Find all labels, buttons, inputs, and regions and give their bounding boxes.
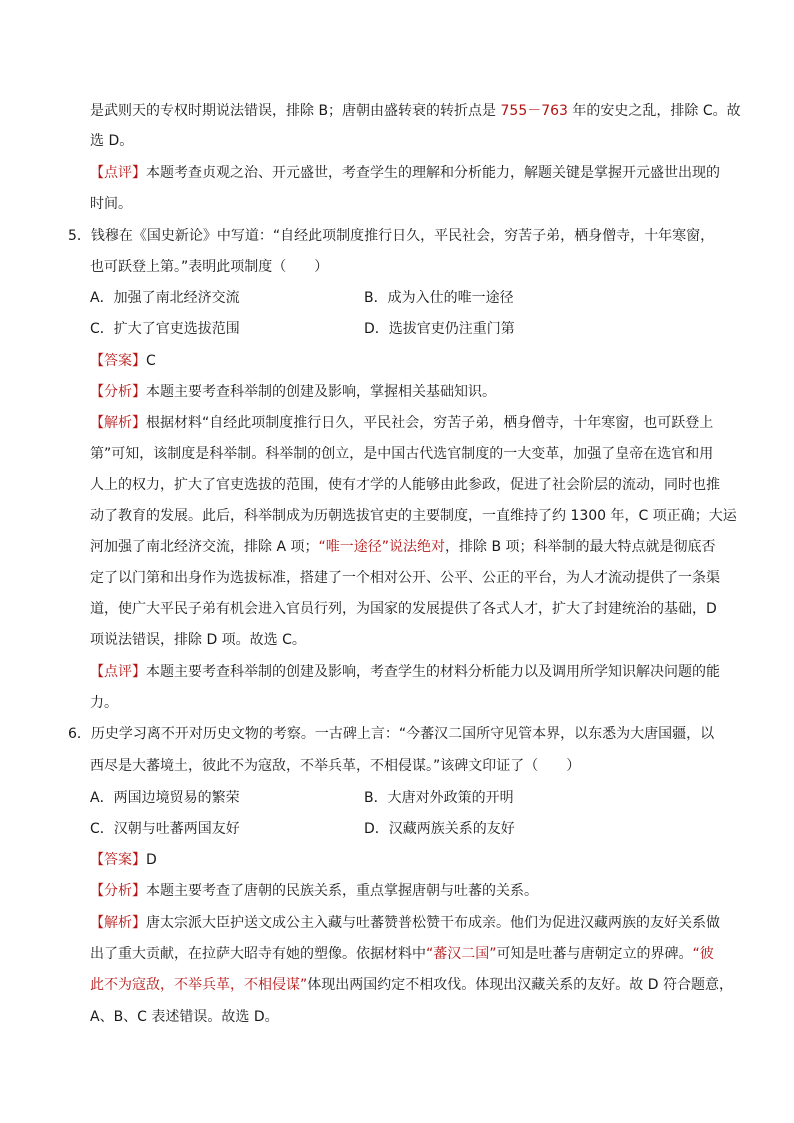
analysis-text: 本题主要考查了唐朝的民族关系，重点掌握唐朝与吐蕃的关系。 xyxy=(146,883,538,899)
explanation-line: 定了以门第和出身作为选拔标准，搭建了一个相对公开、公平、公正的平台，为人才流动提供了一条渠 xyxy=(90,570,720,586)
explanation-line xyxy=(90,413,730,433)
text-segment: 河加强了南北经济交流，排除 A 项； xyxy=(90,539,319,555)
comment-text: 本题主要考查科举制的创建及影响，考查学生的材料分析能力以及调用所学知识解决问题的能 xyxy=(146,664,720,680)
explanation-line xyxy=(90,975,733,995)
highlight-text: 此不为寇敌，不举兵革，不相侵谋” xyxy=(90,977,308,993)
answer-tag: 【答案】 xyxy=(90,852,146,868)
text-segment: 是武则天的专权时期说法错误，排除 B；唐朝由盛转衰的转折点是 xyxy=(90,103,501,119)
question-stem xyxy=(68,226,738,246)
explanation-line xyxy=(90,944,730,964)
question-text: 历史学习离不开对历史文物的考察。一古碑上言：“今蕃汉二国所守见管本界，以东悉为大唐国疆，以 xyxy=(90,726,715,742)
highlight-text: “唯一途径”说法绝对 xyxy=(318,539,445,555)
option-a: A．两国边境贸易的繁荣 xyxy=(90,790,240,806)
analysis-text: 本题主要考查科举制的创建及影响，掌握相关基础知识。 xyxy=(146,384,496,400)
explanation-tag: 【解析】 xyxy=(90,415,146,431)
explanation-line: 第”可知，该制度是科举制。科举制的创立，是中国古代选官制度的一大变革，加强了皇帝在选官和用 xyxy=(90,446,714,462)
option-b: B．成为入仕的唯一途径 xyxy=(364,290,514,306)
answer-tag: 【答案】 xyxy=(90,353,146,369)
text-segment: 年的安史之乱，排除 C。故 xyxy=(567,103,741,119)
option-c: C．扩大了官吏选拔范围 xyxy=(90,321,240,337)
explanation-line xyxy=(90,913,730,933)
option-d: D．选拔官吏仍注重门第 xyxy=(364,321,515,337)
comment-line: 时间。 xyxy=(90,196,132,212)
comment-tag: 【点评】 xyxy=(90,165,146,181)
answer-value: D xyxy=(146,852,157,868)
explanation-line: 选 D。 xyxy=(90,133,134,149)
explanation-line xyxy=(90,101,741,121)
answer-line xyxy=(90,850,730,870)
option-b: B．大唐对外政策的开明 xyxy=(364,790,514,806)
text-segment: ，排除 B 项；科举制的最大特点就是彻底否 xyxy=(445,539,716,555)
option-d: D．汉藏两族关系的友好 xyxy=(364,821,515,837)
comment-text: 本题考查贞观之治、开元盛世，考查学生的理解和分析能力，解题关键是掌握开元盛世出现的 xyxy=(146,165,720,181)
question-stem xyxy=(68,724,738,744)
answer-line xyxy=(90,351,730,371)
question-stem: 西尽是大蕃境土，彼此不为寇敌，不举兵革，不相侵谋。”该碑文印证了（ ） xyxy=(90,758,581,774)
question-stem: 也可跃登上第。”表明此项制度（ ） xyxy=(90,259,329,275)
explanation-line xyxy=(90,537,730,557)
explanation-text: 唐太宗派大臣护送文成公主入藏与吐蕃赞普松赞干布成亲。他们为促进汉藏两族的友好关系做 xyxy=(146,915,720,931)
highlight-text: “蕃汉二国” xyxy=(426,946,497,962)
text-segment: 可知是吐蕃与唐朝定立的界碑。 xyxy=(496,946,693,962)
explanation-line: 项说法错误，排除 D 项。故选 C。 xyxy=(90,632,306,648)
analysis-tag: 【分析】 xyxy=(90,883,146,899)
explanation-line: 道，使广大平民子弟有机会进入官员行列，为国家的发展提供了各式人才，扩大了封建统治的基础，D xyxy=(90,601,717,617)
answer-value: C xyxy=(146,353,156,369)
question-number: 5． xyxy=(68,228,91,244)
text-segment: 出了重大贡献，在拉萨大昭寺有她的塑像。依据材料中 xyxy=(90,946,426,962)
comment-line: 力。 xyxy=(90,695,118,711)
explanation-line: 人上的权力，扩大了官吏选拔的范围，使有才学的人能够由此参政，促进了社会阶层的流动，同时也推 xyxy=(90,477,720,493)
comment-tag: 【点评】 xyxy=(90,664,146,680)
explanation-line: A、B、C 表述错误。故选 D。 xyxy=(90,1009,279,1025)
explanation-tag: 【解析】 xyxy=(90,915,146,931)
date-range: 755－763 xyxy=(500,103,568,119)
text-segment: 体现出两国约定不相攻伐。体现出汉藏关系的友好。故 D 符合题意， xyxy=(307,977,733,993)
question-text: 钱穆在《国史新论》中写道：“自经此项制度推行日久，平民社会，穷苦子弟，栖身僧寺，十年寒窗， xyxy=(90,228,715,244)
question-number: 6． xyxy=(68,726,91,742)
option-c: C．汉朝与吐蕃两国友好 xyxy=(90,821,240,837)
explanation-line: 动了教育的发展。此后，科举制成为历朝选拔官吏的主要制度，一直维持了约 1300 年，C 项正确；大运 xyxy=(90,508,737,524)
option-a: A．加强了南北经济交流 xyxy=(90,290,240,306)
analysis-line xyxy=(90,382,730,402)
explanation-text: 根据材料“自经此项制度推行日久，平民社会，穷苦子弟，栖身僧寺，十年寒窗，也可跃登上 xyxy=(146,415,714,431)
analysis-tag: 【分析】 xyxy=(90,384,146,400)
analysis-line xyxy=(90,881,730,901)
highlight-text: “彼 xyxy=(692,946,714,962)
comment-line xyxy=(90,163,730,183)
comment-line xyxy=(90,662,730,682)
